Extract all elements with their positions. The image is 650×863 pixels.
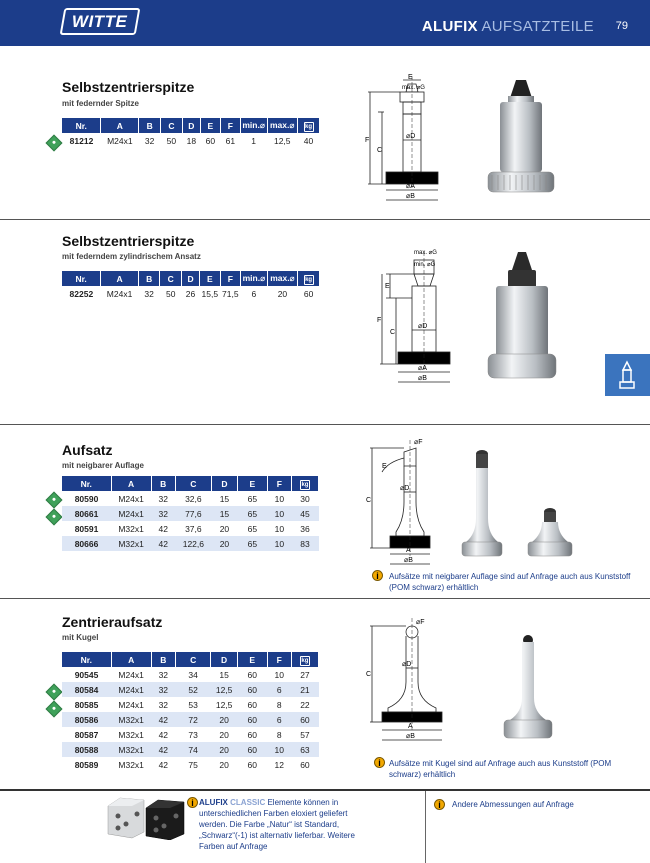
table-cell: 60	[300, 759, 310, 770]
table-cell: 60	[237, 712, 267, 727]
table-cell: M32x1	[111, 742, 151, 757]
d3-label-c: C	[366, 497, 372, 504]
table-cell: 37,6	[185, 523, 202, 534]
catalog-title: ALUFIX AUFSATZTEILE	[421, 18, 594, 35]
weight-icon: kg	[301, 481, 309, 488]
info-icon: i	[434, 799, 445, 810]
table-cell: 10	[267, 536, 291, 551]
table-cell: 15	[219, 493, 230, 504]
d1-label-maxd: max. ⌀G	[402, 85, 425, 91]
column-header: F	[220, 118, 240, 133]
table-cell: 60	[237, 742, 267, 757]
photo-zentrieraufsatz	[494, 628, 564, 750]
column-header: C	[175, 652, 211, 667]
section-3-subtitle: mit neigbarer Auflage	[62, 461, 144, 470]
table-cell: 57	[300, 729, 310, 740]
table-header-row	[62, 652, 319, 667]
table-cell: 72	[175, 712, 211, 727]
section-4-row-marker-1	[46, 684, 63, 701]
article-number: 80589	[74, 759, 99, 770]
d4-label-c: C	[366, 671, 372, 678]
table-cell: 60	[291, 712, 318, 727]
table-cell: 30	[300, 493, 310, 504]
table-cell: 10	[267, 506, 291, 521]
section-4-title: Zentrieraufsatz	[62, 614, 163, 630]
column-header: D	[182, 118, 200, 133]
table-cell: 10	[274, 493, 285, 504]
section-divider	[0, 219, 650, 220]
column-header: Nr.	[62, 476, 111, 491]
table-cell: 36	[300, 523, 310, 534]
table-cell: 65	[247, 493, 258, 504]
witte-logo: WITTE	[60, 8, 141, 35]
footer-divider	[0, 789, 650, 791]
table-cell: 63	[291, 742, 318, 757]
section-2-table	[62, 271, 320, 301]
table-cell: 27	[300, 669, 310, 680]
table-cell: 122,6	[175, 536, 211, 551]
table-cell: 42	[158, 759, 169, 770]
table-cell: 20	[277, 288, 288, 299]
column-header: F	[267, 652, 291, 667]
table-cell: 12,5	[273, 135, 291, 146]
column-header: A	[101, 271, 139, 286]
column-header: E	[200, 271, 221, 286]
info-icon: i	[187, 797, 198, 808]
column-header: A	[101, 118, 139, 133]
article-number: 80588	[62, 742, 111, 757]
table-cell: M32x1	[118, 729, 144, 740]
table-cell: 6	[267, 682, 291, 697]
table-row	[62, 491, 319, 506]
table-cell: 42	[151, 712, 175, 727]
d4-label-a: A	[408, 723, 413, 730]
d2-label-d: ⌀D	[418, 323, 428, 330]
table-cell: 20	[219, 523, 230, 534]
table-cell: 42	[158, 523, 168, 534]
footer-note-other-dimensions: Andere Abmessungen auf Anfrage	[452, 800, 574, 809]
weight-icon: kg	[305, 276, 313, 283]
column-header: A	[111, 652, 151, 667]
table-header-row	[62, 118, 320, 133]
section-1-table	[62, 118, 320, 148]
table-row	[62, 757, 319, 772]
table-cell: 12,5	[211, 682, 237, 697]
table-cell: 61	[225, 135, 236, 146]
table-row	[62, 667, 319, 682]
table-cell: 32	[151, 682, 175, 697]
table-cell: 32	[158, 669, 169, 680]
d3-label-e: E	[382, 463, 387, 470]
column-header: max.⌀	[267, 118, 298, 133]
table-row	[62, 286, 320, 301]
table-cell: M24x1	[118, 699, 144, 710]
article-number: 80591	[74, 523, 99, 534]
column-header: E	[200, 118, 220, 133]
column-header: A	[111, 476, 151, 491]
table-row	[62, 536, 319, 551]
table-cell: 20	[211, 536, 237, 551]
d4-label-b: ⌀B	[406, 733, 415, 740]
table-cell: 34	[188, 669, 198, 680]
d2-label-maxd: max. ⌀G	[414, 250, 437, 256]
column-header: C	[160, 271, 182, 286]
article-number: 82252	[69, 288, 94, 299]
table-cell: 52	[175, 682, 211, 697]
table-cell: 8	[276, 699, 282, 710]
column-header	[291, 652, 318, 667]
table-cell: 32	[151, 506, 175, 521]
column-header	[298, 118, 320, 133]
d2-label-c: C	[390, 329, 396, 336]
column-header	[298, 271, 320, 286]
table-cell: M24x1	[118, 493, 144, 504]
d4-label-f: ⌀F	[416, 619, 425, 626]
section-3-table	[62, 476, 319, 551]
section-divider	[0, 424, 650, 425]
drawing-aufsatz	[360, 432, 460, 572]
photo-aufsatz	[458, 446, 583, 564]
table-cell: 74	[175, 742, 211, 757]
table-cell: 10	[274, 669, 284, 680]
table-cell: M32x1	[111, 536, 151, 551]
table-cell: 20	[211, 712, 237, 727]
cone-tool-icon	[605, 354, 650, 396]
table-cell: 42	[151, 536, 175, 551]
table-cell: 42	[158, 729, 169, 740]
d2-label-e: E	[385, 283, 390, 290]
d1-label-b: ⌀B	[406, 193, 415, 200]
article-number: 80590	[74, 493, 99, 504]
column-header: D	[182, 271, 200, 286]
column-header: E	[237, 652, 267, 667]
table-cell: 73	[188, 729, 198, 740]
table-cell: 18	[186, 135, 197, 146]
section-1-row-marker	[46, 135, 63, 152]
table-cell: 20	[211, 742, 237, 757]
footer-note-classic: ALUFIX CLASSIC Elemente können in unterschiedlichen Farben eloxiert geliefert werden. Die Farbe „Natur“ ist Standard, „Schwarz“(-1) ist alternativ lieferbar. Weitere Farben auf Anfrage	[199, 798, 355, 851]
table-cell: 65	[237, 506, 267, 521]
article-number: 80586	[62, 712, 111, 727]
table-cell: M24x1	[107, 135, 133, 146]
d3-label-b: ⌀B	[404, 557, 413, 564]
table-cell: M24x1	[111, 506, 151, 521]
table-cell: 10	[267, 742, 291, 757]
column-header: B	[151, 652, 175, 667]
table-cell: 10	[274, 523, 285, 534]
column-header: Nr.	[62, 652, 111, 667]
column-header: min.⌀	[241, 271, 268, 286]
table-cell: 65	[247, 523, 258, 534]
section-2-subtitle: mit federndem zylindrischem Ansatz	[62, 252, 201, 261]
drawing-zentrieraufsatz	[360, 612, 460, 752]
table-row	[62, 742, 319, 757]
article-number: 80585	[74, 699, 99, 710]
section-1-subtitle: mit federnder Spitze	[62, 99, 139, 108]
table-cell: 50	[166, 135, 177, 146]
d1-label-f: F	[365, 137, 370, 144]
article-number: 90545	[74, 669, 99, 680]
table-cell: 6	[251, 288, 257, 299]
column-header: Nr.	[62, 118, 101, 133]
table-header-row	[62, 271, 320, 286]
table-cell: M32x1	[118, 523, 144, 534]
table-cell: M32x1	[111, 712, 151, 727]
table-cell: 26	[185, 288, 196, 299]
section-4-subtitle: mit Kugel	[62, 633, 99, 642]
alufix-classic-cubes-image	[104, 794, 186, 840]
table-cell: 60	[205, 135, 216, 146]
d2-label-b: ⌀B	[418, 375, 427, 382]
section-3-row-marker-1	[46, 492, 63, 509]
table-cell: 71,5	[222, 288, 239, 299]
d3-label-a: A	[406, 547, 411, 554]
table-cell: 65	[237, 536, 267, 551]
column-header: min.⌀	[240, 118, 267, 133]
table-cell: 12,5	[215, 699, 233, 710]
weight-icon: kg	[301, 657, 309, 664]
table-cell: 15	[219, 669, 229, 680]
table-row	[62, 727, 319, 742]
d3-label-d: ⌀D	[400, 485, 410, 492]
table-cell: 6	[267, 712, 291, 727]
table-cell: 20	[219, 759, 229, 770]
section-3-note: Aufsätze mit neigbarer Auflage sind auf Anfrage auch aus Kunststoff (POM schwarz) erhältlich	[389, 572, 631, 592]
table-cell: 50	[166, 288, 176, 299]
table-cell: 75	[188, 759, 198, 770]
table-cell: 32	[144, 135, 155, 146]
table-cell: 40	[303, 135, 314, 146]
table-cell: 15,5	[201, 288, 219, 299]
article-number: 80587	[74, 729, 99, 740]
column-header: C	[161, 118, 183, 133]
d1-label-c: C	[377, 147, 383, 154]
section-4-row-marker-2	[46, 701, 63, 718]
page-header	[0, 0, 650, 46]
column-header: F	[220, 271, 241, 286]
column-header: E	[237, 476, 267, 491]
table-cell: M32x1	[118, 759, 144, 770]
table-cell: 20	[219, 729, 229, 740]
table-cell: 60	[247, 669, 257, 680]
weight-icon: kg	[304, 123, 312, 130]
table-cell: 60	[247, 759, 257, 770]
table-cell: 77,6	[175, 506, 211, 521]
table-cell: 12	[274, 759, 284, 770]
table-row	[62, 521, 319, 536]
table-header-row	[62, 476, 319, 491]
section-2-title: Selbstzentrierspitze	[62, 233, 195, 249]
table-cell: 60	[237, 682, 267, 697]
section-3-title: Aufsatz	[62, 442, 113, 458]
d2-label-mind: min. ⌀G	[414, 262, 436, 268]
drawing-selbstzentrierspitze-federnd	[360, 72, 460, 207]
table-cell: 22	[300, 699, 310, 710]
info-icon: i	[374, 757, 385, 768]
info-icon: i	[372, 570, 383, 581]
table-cell: 8	[276, 729, 282, 740]
table-cell: 53	[188, 699, 198, 710]
table-row	[62, 682, 319, 697]
section-4-table	[62, 652, 319, 772]
table-cell: M24x1	[111, 682, 151, 697]
d4-label-d: ⌀D	[402, 661, 412, 668]
section-4-note: Aufsätze mit Kugel sind auf Anfrage auch aus Kunststoff (POM schwarz) erhältlich	[389, 759, 612, 779]
table-cell: 60	[303, 288, 314, 299]
table-cell: 32	[144, 288, 154, 299]
column-header: B	[139, 118, 161, 133]
table-cell: 32	[158, 493, 168, 504]
footer-vertical-divider	[425, 791, 426, 863]
section-3-row-marker-2	[46, 509, 63, 526]
table-cell: 1	[251, 135, 257, 146]
column-header: Nr.	[62, 271, 101, 286]
table-cell: M24x1	[106, 288, 133, 299]
table-row	[62, 697, 319, 712]
column-header: D	[211, 476, 237, 491]
column-header: B	[151, 476, 175, 491]
section-1-title: Selbstzentrierspitze	[62, 79, 195, 95]
side-tab[interactable]	[605, 354, 650, 396]
article-number: 80584	[62, 682, 111, 697]
table-cell: 45	[291, 506, 318, 521]
d2-label-f: F	[377, 317, 382, 324]
table-cell: 42	[151, 742, 175, 757]
column-header: B	[138, 271, 160, 286]
table-cell: 60	[247, 699, 257, 710]
table-cell: 15	[211, 506, 237, 521]
column-header: F	[267, 476, 291, 491]
d1-label-d: ⌀D	[406, 133, 416, 140]
table-row	[62, 506, 319, 521]
photo-selbstzentrierspitze-federnd	[480, 70, 570, 200]
table-cell: 32	[158, 699, 169, 710]
table-cell: 83	[291, 536, 318, 551]
photo-selbstzentrierspitze-zylindrisch	[484, 246, 564, 386]
table-cell: 21	[291, 682, 318, 697]
table-cell: 60	[247, 729, 257, 740]
column-header: max.⌀	[267, 271, 297, 286]
table-cell: 32,6	[185, 493, 202, 504]
article-number: 80666	[62, 536, 111, 551]
table-row	[62, 133, 320, 148]
article-number: 81212	[69, 135, 94, 146]
d1-label-e: E	[408, 74, 413, 81]
table-cell: M24x1	[118, 669, 144, 680]
page-number: 79	[615, 20, 628, 32]
drawing-selbstzentrierspitze-zylindrisch	[370, 246, 470, 396]
column-header	[291, 476, 318, 491]
table-row	[62, 712, 319, 727]
column-header: C	[175, 476, 211, 491]
d1-label-a: ⌀A	[406, 183, 415, 190]
section-divider	[0, 598, 650, 599]
d3-label-f: ⌀F	[414, 439, 423, 446]
article-number: 80661	[62, 506, 111, 521]
column-header: D	[211, 652, 237, 667]
d2-label-a: ⌀A	[418, 365, 427, 372]
